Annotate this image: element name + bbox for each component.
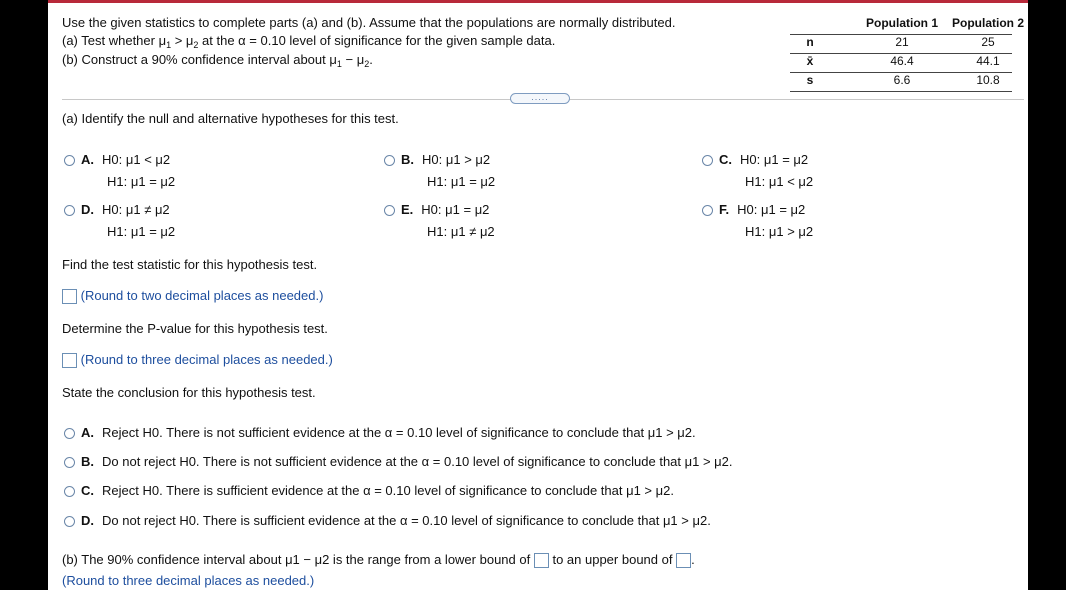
option-text: Reject H0. There is sufficient evidence at the α = 0.10 level of significance to conclude that μ1 > μ2. [102,483,674,498]
option-letter: D. [81,202,94,217]
option-letter: B. [401,152,414,167]
option-letter: A. [81,425,94,440]
part-b-text-c: . [691,552,695,567]
h0-label: H0: [740,152,761,167]
option-letter: C. [719,152,732,167]
option-letter: E. [401,202,414,217]
radio-button[interactable] [384,155,395,166]
intro-line-3: (b) Construct a 90% confidence interval about $\mu_1 - \mu_2$. [62,52,373,69]
radio-button[interactable] [384,205,395,216]
radio-button[interactable] [64,486,75,497]
intro-line-2-b: > μ [171,33,194,48]
h0-value: μ1 = μ2 [760,202,806,217]
h0-label: H0: [737,202,758,217]
row-label: x̄ [806,54,814,68]
h1-label: H1: [427,174,448,189]
conclusion-option-b[interactable] [64,454,733,469]
table-header-pop1: Population 1 [866,16,938,30]
h0-label: H0: [421,202,442,217]
option-letter: B. [81,454,94,469]
statistics-table [790,16,1024,92]
expand-more-button[interactable]: ..... [510,93,570,104]
h1-value: μ1 > μ2 [768,224,814,239]
intro-line-2-a: (a) Test whether μ [62,33,167,48]
h0-value: μ1 < μ2 [125,152,171,167]
upper-bound-input[interactable] [676,553,691,568]
row-label: s [806,73,814,87]
row-label: n [806,35,814,49]
radio-button[interactable] [64,205,75,216]
radio-button[interactable] [64,155,75,166]
radio-button[interactable] [64,457,75,468]
test-stat-input[interactable] [62,289,77,304]
pvalue-hint: (Round to three decimal places as needed.) [80,352,333,367]
table-row [790,35,1012,54]
hypothesis-option-d[interactable] [64,199,175,243]
test-stat-answer-row [62,288,323,304]
part-b-text-a: (b) The 90% confidence interval about μ1 − μ2 is the range from a lower bound of [62,552,531,567]
intro-line-3-a: (b) Construct a 90% confidence interval about μ [62,52,337,67]
h0-value: μ1 > μ2 [445,152,491,167]
cell-pop2: 25 [981,35,995,49]
option-text: Do not reject H0. There is sufficient evidence at the α = 0.10 level of significance to conclude that μ1 > μ2. [102,513,711,528]
test-stat-prompt: Find the test statistic for this hypothesis test. [62,257,318,272]
part-b-row [62,552,695,568]
conclusion-option-a[interactable] [64,425,696,440]
cell-pop1: 6.6 [893,73,911,87]
intro-line-1: Use the given statistics to complete parts (a) and (b). Assume that the populations are normally distributed. [62,15,676,30]
hypothesis-option-a[interactable] [64,149,175,193]
table-header-row [790,16,1024,35]
cell-pop1: 46.4 [890,54,914,68]
h1-value: μ1 ≠ μ2 [450,224,495,239]
hypothesis-option-b[interactable] [384,149,495,193]
hypothesis-option-c[interactable] [702,149,813,193]
radio-button[interactable] [702,155,713,166]
option-text: Do not reject H0. There is not sufficient evidence at the α = 0.10 level of significance to conclude that μ1 > μ2. [102,454,733,469]
conclusion-option-c[interactable] [64,483,674,498]
table-header-pop2: Population 2 [952,16,1024,30]
cell-pop2: 44.1 [976,54,1000,68]
conclusion-prompt: State the conclusion for this hypothesis test. [62,385,316,400]
intro-line-3-c: . [369,52,373,67]
part-b-text-b: to an upper bound of [552,552,673,567]
option-letter: A. [81,152,94,167]
cell-pop1: 21 [895,35,909,49]
option-letter: D. [81,513,94,528]
radio-button[interactable] [64,516,75,527]
h1-value: μ1 < μ2 [768,174,814,189]
lower-bound-input[interactable] [534,553,549,568]
conclusion-option-d[interactable] [64,513,711,528]
h0-label: H0: [102,202,123,217]
test-stat-hint: (Round to two decimal places as needed.) [80,288,324,303]
radio-button[interactable] [64,428,75,439]
h0-label: H0: [102,152,123,167]
intro-line-3-b: − μ [341,52,365,67]
intro-line-2: (a) Test whether $\mu_1 > \mu_2$ at the α = 0.10 level of significance for the given sample data. [62,33,556,50]
radio-button[interactable] [702,205,713,216]
intro-line-2-c: at the α = 0.10 level of significance for the given sample data. [198,33,556,48]
h1-value: μ1 = μ2 [130,174,176,189]
hypothesis-option-e[interactable] [384,199,495,243]
h1-label: H1: [745,174,766,189]
h1-value: μ1 = μ2 [450,174,496,189]
part-a-prompt: (a) Identify the null and alternative hypotheses for this test. [62,111,399,126]
pvalue-prompt: Determine the P-value for this hypothesis test. [62,321,328,336]
pvalue-answer-row [62,352,333,368]
h0-value: μ1 ≠ μ2 [125,202,170,217]
h1-value: μ1 = μ2 [130,224,176,239]
question-panel [48,0,1028,590]
h1-label: H1: [107,174,128,189]
option-letter: C. [81,483,94,498]
h1-label: H1: [427,224,448,239]
h0-value: μ1 = μ2 [445,202,490,217]
part-b-hint: (Round to three decimal places as needed.) [62,573,315,588]
h1-label: H1: [107,224,128,239]
h0-label: H0: [422,152,443,167]
option-letter: F. [719,202,730,217]
h0-value: μ1 = μ2 [763,152,809,167]
cell-pop2: 10.8 [976,73,1000,87]
option-text: Reject H0. There is not sufficient evidence at the α = 0.10 level of significance to conclude that μ1 > μ2. [102,425,696,440]
table-row [790,73,1012,92]
pvalue-input[interactable] [62,353,77,368]
hypothesis-option-f[interactable] [702,199,813,243]
table-row [790,54,1012,73]
h1-label: H1: [745,224,766,239]
